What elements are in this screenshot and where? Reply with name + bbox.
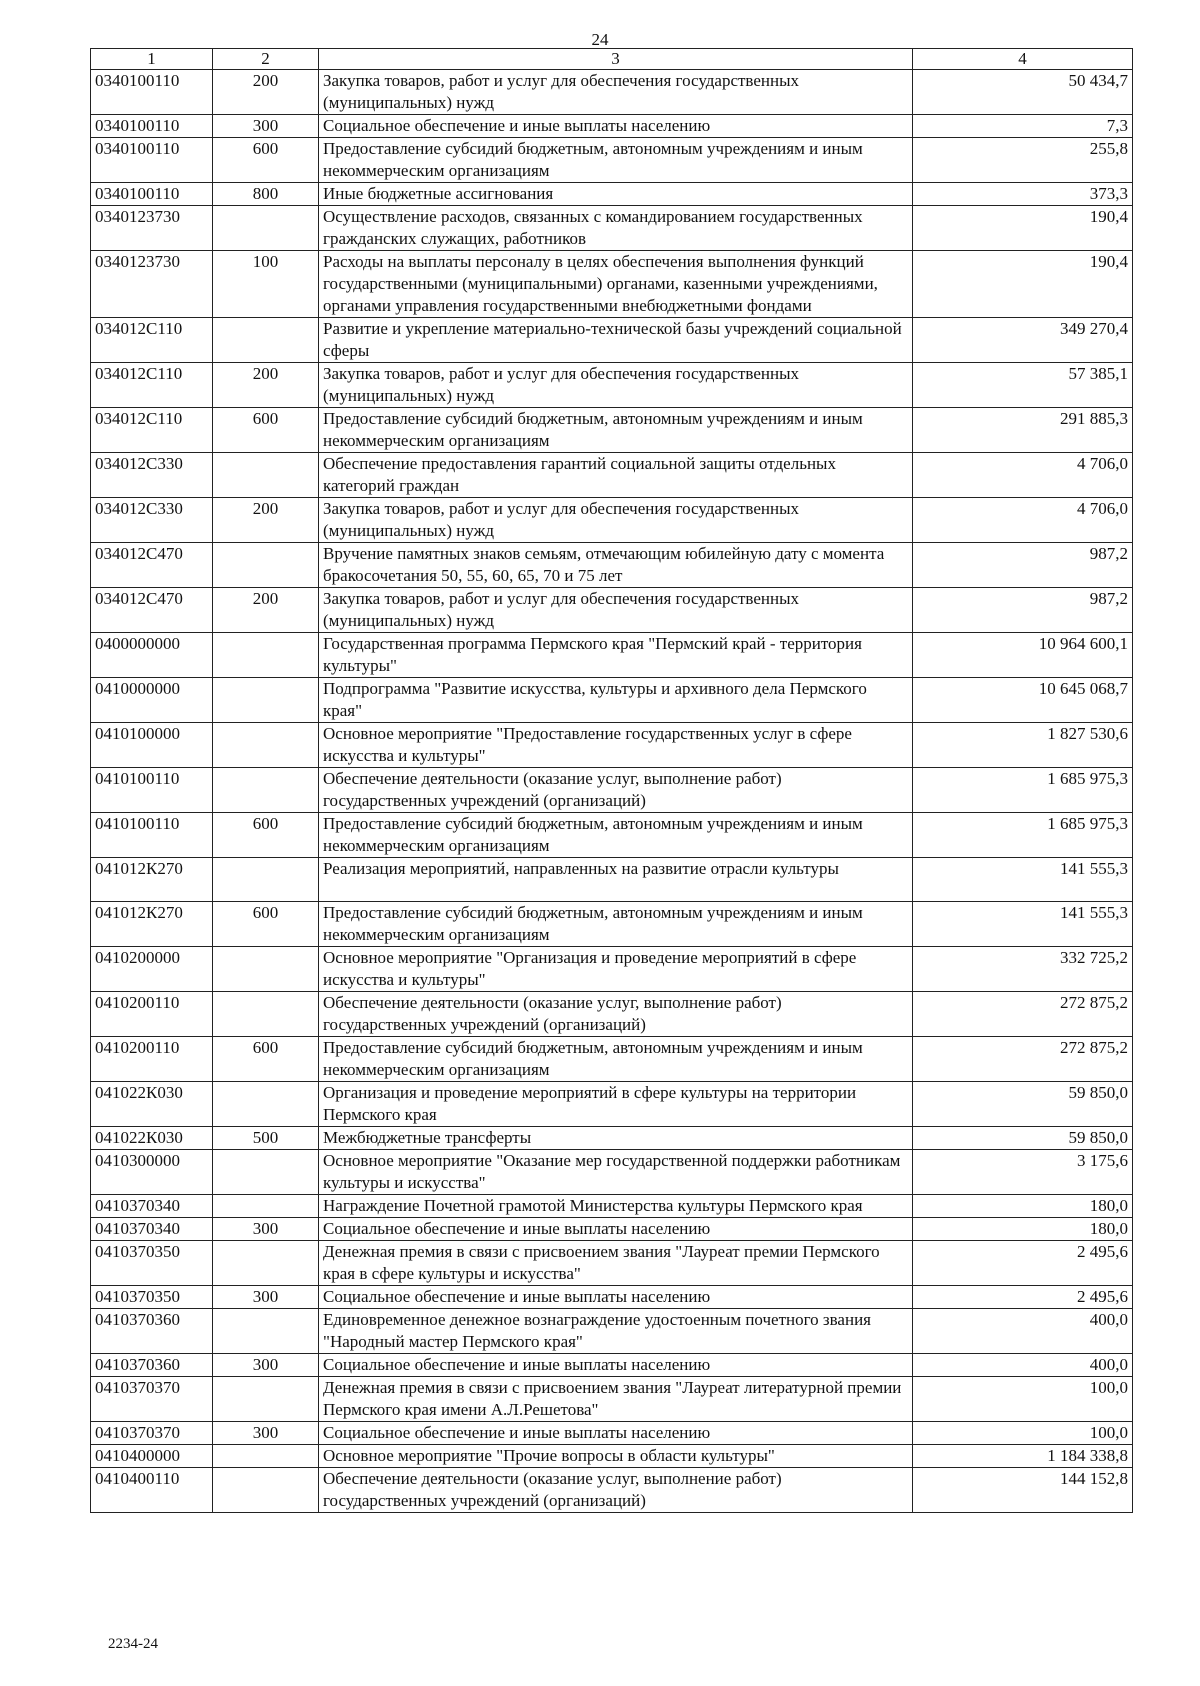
row-amount: 4 706,0 [913,498,1133,543]
row-description: Иные бюджетные ассигнования [319,183,913,206]
row-description: Предоставление субсидий бюджетным, автономным учреждениям и иным некоммерческим организациям [319,902,913,947]
row-description: Межбюджетные трансферты [319,1127,913,1150]
row-description: Предоставление субсидий бюджетным, автономным учреждениям и иным некоммерческим организациям [319,138,913,183]
table-row [91,1241,1133,1286]
row-code: 0410370340 [91,1195,213,1218]
row-amount: 987,2 [913,588,1133,633]
table-row [91,992,1133,1037]
table-row [91,498,1133,543]
row-description: Предоставление субсидий бюджетным, автономным учреждениям и иным некоммерческим организациям [319,813,913,858]
row-description: Закупка товаров, работ и услуг для обеспечения государственных (муниципальных) нужд [319,70,913,115]
column-header-1: 1 [91,49,213,70]
table-row [91,453,1133,498]
row-description: Основное мероприятие "Оказание мер государственной поддержки работникам культуры и искусства" [319,1150,913,1195]
row-expense-type [213,1150,319,1195]
row-description: Денежная премия в связи с присвоением звания "Лауреат премии Пермского края в сфере культуры и искусства" [319,1241,913,1286]
table-row [91,723,1133,768]
row-amount: 4 706,0 [913,453,1133,498]
row-expense-type: 200 [213,498,319,543]
row-amount: 100,0 [913,1377,1133,1422]
footer-code: 2234-24 [108,1636,158,1652]
row-amount: 987,2 [913,543,1133,588]
table-row [91,318,1133,363]
table-row [91,183,1133,206]
column-header-3: 3 [319,49,913,70]
row-expense-type: 600 [213,1037,319,1082]
row-code: 0410370350 [91,1241,213,1286]
row-description: Вручение памятных знаков семьям, отмечающим юбилейную дату с момента бракосочетания 50, 55, 60, 65, 70 и 75 лет [319,543,913,588]
row-code: 034012С330 [91,453,213,498]
row-expense-type: 200 [213,70,319,115]
row-description: Государственная программа Пермского края "Пермский край - территория культуры" [319,633,913,678]
row-expense-type [213,1082,319,1127]
row-expense-type [213,1309,319,1354]
row-description: Награждение Почетной грамотой Министерства культуры Пермского края [319,1195,913,1218]
row-amount: 1 685 975,3 [913,813,1133,858]
row-description: Социальное обеспечение и иные выплаты населению [319,115,913,138]
row-amount: 180,0 [913,1218,1133,1241]
row-code: 041022К030 [91,1127,213,1150]
table-row [91,902,1133,947]
row-description: Расходы на выплаты персоналу в целях обеспечения выполнения функций государственными (муниципальными) органами, казенными учреждениями, органами управления государственными внебюджетными фондами [319,251,913,318]
table-row [91,768,1133,813]
row-amount: 272 875,2 [913,992,1133,1037]
row-description: Обеспечение деятельности (оказание услуг, выполнение работ) государственных учреждений (организаций) [319,1468,913,1513]
row-description: Обеспечение предоставления гарантий социальной защиты отдельных категорий граждан [319,453,913,498]
row-code: 0340100110 [91,138,213,183]
table-row [91,363,1133,408]
row-expense-type: 200 [213,363,319,408]
table-row [91,1150,1133,1195]
row-expense-type: 600 [213,408,319,453]
page-number: 24 [591,30,609,49]
row-code: 0340100110 [91,70,213,115]
table-body [91,70,1133,1513]
row-code: 0410200110 [91,1037,213,1082]
row-amount: 3 175,6 [913,1150,1133,1195]
row-expense-type [213,1195,319,1218]
row-code: 034012С110 [91,318,213,363]
table-row [91,543,1133,588]
row-code: 034012С110 [91,363,213,408]
row-description: Закупка товаров, работ и услуг для обеспечения государственных (муниципальных) нужд [319,588,913,633]
row-expense-type [213,1445,319,1468]
row-description: Закупка товаров, работ и услуг для обеспечения государственных (муниципальных) нужд [319,498,913,543]
row-description: Основное мероприятие "Прочие вопросы в области культуры" [319,1445,913,1468]
table-row [91,115,1133,138]
row-code: 0410370350 [91,1286,213,1309]
row-expense-type: 500 [213,1127,319,1150]
row-code: 0400000000 [91,633,213,678]
table-row [91,1309,1133,1354]
table-row [91,1127,1133,1150]
row-expense-type [213,992,319,1037]
row-code: 034012С470 [91,588,213,633]
column-header-4: 4 [913,49,1133,70]
row-code: 0410370370 [91,1377,213,1422]
row-description: Обеспечение деятельности (оказание услуг, выполнение работ) государственных учреждений (организаций) [319,992,913,1037]
row-description: Предоставление субсидий бюджетным, автономным учреждениям и иным некоммерческим организациям [319,408,913,453]
table-row [91,1082,1133,1127]
row-description: Социальное обеспечение и иные выплаты населению [319,1354,913,1377]
row-code: 0410000000 [91,678,213,723]
row-amount: 59 850,0 [913,1127,1133,1150]
row-description: Социальное обеспечение и иные выплаты населению [319,1422,913,1445]
row-description: Предоставление субсидий бюджетным, автономным учреждениям и иным некоммерческим организациям [319,1037,913,1082]
row-amount: 332 725,2 [913,947,1133,992]
row-amount: 349 270,4 [913,318,1133,363]
row-code: 0410100000 [91,723,213,768]
table-row [91,70,1133,115]
row-code: 0410370360 [91,1354,213,1377]
row-amount: 10 645 068,7 [913,678,1133,723]
row-amount: 255,8 [913,138,1133,183]
row-expense-type [213,947,319,992]
row-expense-type [213,453,319,498]
row-amount: 190,4 [913,206,1133,251]
table-row [91,1037,1133,1082]
row-code: 0340100110 [91,115,213,138]
row-description: Развитие и укрепление материально-технической базы учреждений социальной сферы [319,318,913,363]
row-expense-type: 300 [213,115,319,138]
row-description: Подпрограмма "Развитие искусства, культуры и архивного дела Пермского края" [319,678,913,723]
row-description: Обеспечение деятельности (оказание услуг, выполнение работ) государственных учреждений (организаций) [319,768,913,813]
row-amount: 141 555,3 [913,858,1133,902]
row-expense-type: 300 [213,1286,319,1309]
row-code: 0410370360 [91,1309,213,1354]
row-expense-type [213,678,319,723]
row-amount: 1 184 338,8 [913,1445,1133,1468]
row-code: 0410100110 [91,768,213,813]
row-expense-type [213,1377,319,1422]
table-row [91,813,1133,858]
row-amount: 2 495,6 [913,1241,1133,1286]
table-row [91,1286,1133,1309]
row-expense-type: 600 [213,813,319,858]
row-code: 0340123730 [91,206,213,251]
row-amount: 400,0 [913,1309,1133,1354]
table-row [91,206,1133,251]
row-expense-type: 600 [213,138,319,183]
table-row [91,1445,1133,1468]
row-amount: 1 685 975,3 [913,768,1133,813]
row-expense-type [213,1241,319,1286]
row-expense-type: 800 [213,183,319,206]
row-code: 034012С470 [91,543,213,588]
row-code: 0410300000 [91,1150,213,1195]
row-expense-type: 200 [213,588,319,633]
row-code: 0410400110 [91,1468,213,1513]
row-expense-type: 100 [213,251,319,318]
row-code: 0410400000 [91,1445,213,1468]
table-header-row [91,49,1133,70]
row-expense-type [213,858,319,902]
table-row [91,1195,1133,1218]
row-amount: 1 827 530,6 [913,723,1133,768]
row-amount: 141 555,3 [913,902,1133,947]
row-description: Организация и проведение мероприятий в сфере культуры на территории Пермского края [319,1082,913,1127]
row-description: Закупка товаров, работ и услуг для обеспечения государственных (муниципальных) нужд [319,363,913,408]
row-description: Социальное обеспечение и иные выплаты населению [319,1218,913,1241]
row-code: 0410370370 [91,1422,213,1445]
row-amount: 272 875,2 [913,1037,1133,1082]
row-description: Единовременное денежное вознаграждение удостоенным почетного звания "Народный мастер Пермского края" [319,1309,913,1354]
row-code: 034012С110 [91,408,213,453]
row-code: 041012К270 [91,858,213,902]
row-code: 0340100110 [91,183,213,206]
table-row [91,588,1133,633]
row-amount: 144 152,8 [913,1468,1133,1513]
table-row [91,251,1133,318]
table-row [91,1354,1133,1377]
table-row [91,678,1133,723]
table-row [91,947,1133,992]
row-amount: 59 850,0 [913,1082,1133,1127]
row-code: 0410200110 [91,992,213,1037]
row-code: 0410370340 [91,1218,213,1241]
row-code: 034012С330 [91,498,213,543]
table-row [91,138,1133,183]
row-amount: 2 495,6 [913,1286,1133,1309]
row-expense-type [213,206,319,251]
row-expense-type [213,723,319,768]
row-amount: 373,3 [913,183,1133,206]
row-code: 041012К270 [91,902,213,947]
row-amount: 291 885,3 [913,408,1133,453]
row-expense-type [213,543,319,588]
row-amount: 100,0 [913,1422,1133,1445]
row-amount: 180,0 [913,1195,1133,1218]
row-code: 041022К030 [91,1082,213,1127]
row-description: Реализация мероприятий, направленных на развитие отрасли культуры [319,858,913,902]
row-description: Социальное обеспечение и иные выплаты населению [319,1286,913,1309]
row-amount: 50 434,7 [913,70,1133,115]
row-amount: 10 964 600,1 [913,633,1133,678]
row-expense-type: 300 [213,1218,319,1241]
table-row [91,408,1133,453]
row-expense-type [213,1468,319,1513]
table-row [91,633,1133,678]
row-description: Основное мероприятие "Организация и проведение мероприятий в сфере искусства и культуры" [319,947,913,992]
table-row [91,1377,1133,1422]
row-amount: 190,4 [913,251,1133,318]
row-expense-type [213,768,319,813]
row-expense-type [213,318,319,363]
row-expense-type [213,633,319,678]
table-row [91,1218,1133,1241]
row-description: Осуществление расходов, связанных с командированием государственных гражданских служащих, работников [319,206,913,251]
table-row [91,858,1133,902]
table-row [91,1422,1133,1445]
row-description: Основное мероприятие "Предоставление государственных услуг в сфере искусства и культуры" [319,723,913,768]
row-description: Денежная премия в связи с присвоением звания "Лауреат литературной премии Пермского края имени А.Л.Решетова" [319,1377,913,1422]
row-code: 0410100110 [91,813,213,858]
column-header-2: 2 [213,49,319,70]
table-row [91,1468,1133,1513]
row-expense-type: 300 [213,1354,319,1377]
row-expense-type: 600 [213,902,319,947]
row-expense-type: 300 [213,1422,319,1445]
row-code: 0410200000 [91,947,213,992]
row-code: 0340123730 [91,251,213,318]
row-amount: 400,0 [913,1354,1133,1377]
budget-table [90,48,1133,1513]
row-amount: 57 385,1 [913,363,1133,408]
row-amount: 7,3 [913,115,1133,138]
